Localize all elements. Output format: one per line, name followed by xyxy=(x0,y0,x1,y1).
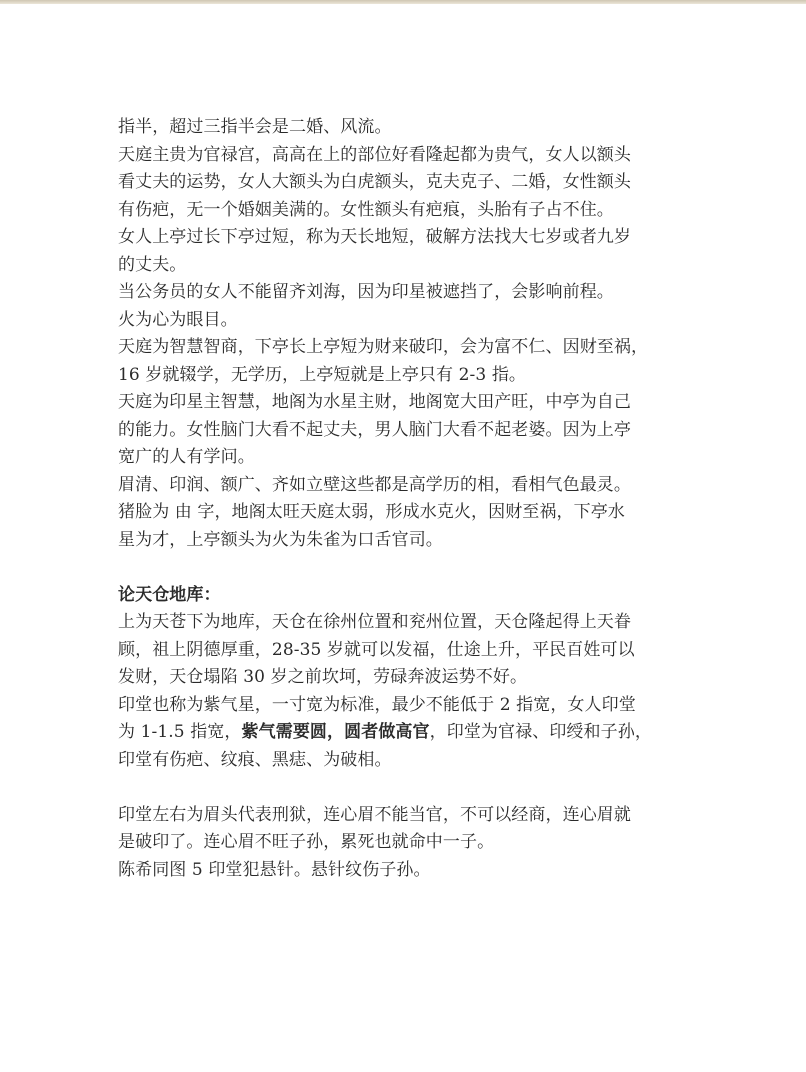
text-line: 印堂左右为眉头代表刑狱，连心眉不能当官，不可以经商，连心眉就 xyxy=(118,804,631,825)
text-line-mixed xyxy=(118,719,678,747)
section-heading: 论天仓地库： xyxy=(118,584,221,605)
bold-text-segment: 紫气需要圆，圆者做高官 xyxy=(241,722,430,742)
section-tiancang-diku xyxy=(118,582,678,775)
text-line: 是破印了。连心眉不旺子孙，累死也就命中一子。 xyxy=(118,832,495,852)
text-line: 有伤疤，无一个婚姻美满的。女性额头有疤痕，头胎有子占不住。 xyxy=(118,199,614,220)
paragraph-gap xyxy=(118,554,678,582)
text-segment: ，印堂为官禄、印绶和子孙， xyxy=(429,722,652,742)
text-segment: 为 1-1.5 指宽， xyxy=(118,722,242,742)
text-line: 当公务员的女人不能留齐刘海，因为印星被遮挡了，会影响前程。 xyxy=(118,282,614,302)
text-line: 星为才，上亭额头为火为朱雀为口舌官司。 xyxy=(118,529,443,550)
text-line: 女人上亭过长下亭过短，称为天长地短，破解方法找大七岁或者九岁 xyxy=(118,227,631,247)
text-line: 眉清、印润、额广、齐如立壁这些都是高学历的相，看相气色最灵。 xyxy=(118,474,631,495)
text-line: 印堂也称为紫气星，一寸宽为标准，最少不能低于 2 指宽，女人印堂 xyxy=(118,694,636,715)
page-top-edge xyxy=(0,0,806,4)
text-line: 火为心为眼目。 xyxy=(118,309,238,330)
paragraph-gap xyxy=(118,774,678,802)
text-line: 上为天苍下为地库，天仓在徐州位置和兖州位置，天仓隆起得上天眷 xyxy=(118,612,631,632)
text-line: 顾，祖上阴德厚重，28-35 岁就可以发福，仕途上升，平民百姓可以 xyxy=(118,639,635,660)
text-line: 发财，天仓塌陷 30 岁之前坎坷，劳碌奔波运势不好。 xyxy=(118,667,528,687)
text-line: 印堂有伤疤、纹痕、黑痣、为破相。 xyxy=(118,749,392,770)
text-line: 的丈夫。 xyxy=(118,254,187,275)
text-line: 天庭主贵为官禄宫，高高在上的部位好看隆起都为贵气，女人以额头 xyxy=(118,144,631,165)
section-yintang-eyebrows xyxy=(118,802,678,885)
text-line: 看丈夫的运势，女人大额头为白虎额头，克夫克子、二婚，女性额头 xyxy=(118,172,631,192)
text-line: 陈希同图 5 印堂犯悬针。悬针纹伤子孙。 xyxy=(118,859,431,880)
text-line: 猪脸为 由 字，地阁太旺天庭太弱，形成水克火，因财至祸，下亭水 xyxy=(118,502,625,522)
text-line: 天庭为印星主智慧，地阁为水星主财，地阁宽大田产旺，中亭为自己 xyxy=(118,392,631,412)
text-line: 指半，超过三指半会是二婚、风流。 xyxy=(118,117,392,137)
section-forehead xyxy=(118,114,678,554)
text-line: 天庭为智慧智商，下亭长上亭短为财来破印，会为富不仁、因财至祸， xyxy=(118,337,649,357)
text-line: 16 岁就辍学，无学历，上亭短就是上亭只有 2-3 指。 xyxy=(118,364,527,385)
text-line: 的能力。女性脑门大看不起丈夫，男人脑门大看不起老婆。因为上亭 xyxy=(118,419,631,440)
document-page xyxy=(118,114,678,884)
text-line: 宽广的人有学问。 xyxy=(118,447,255,467)
